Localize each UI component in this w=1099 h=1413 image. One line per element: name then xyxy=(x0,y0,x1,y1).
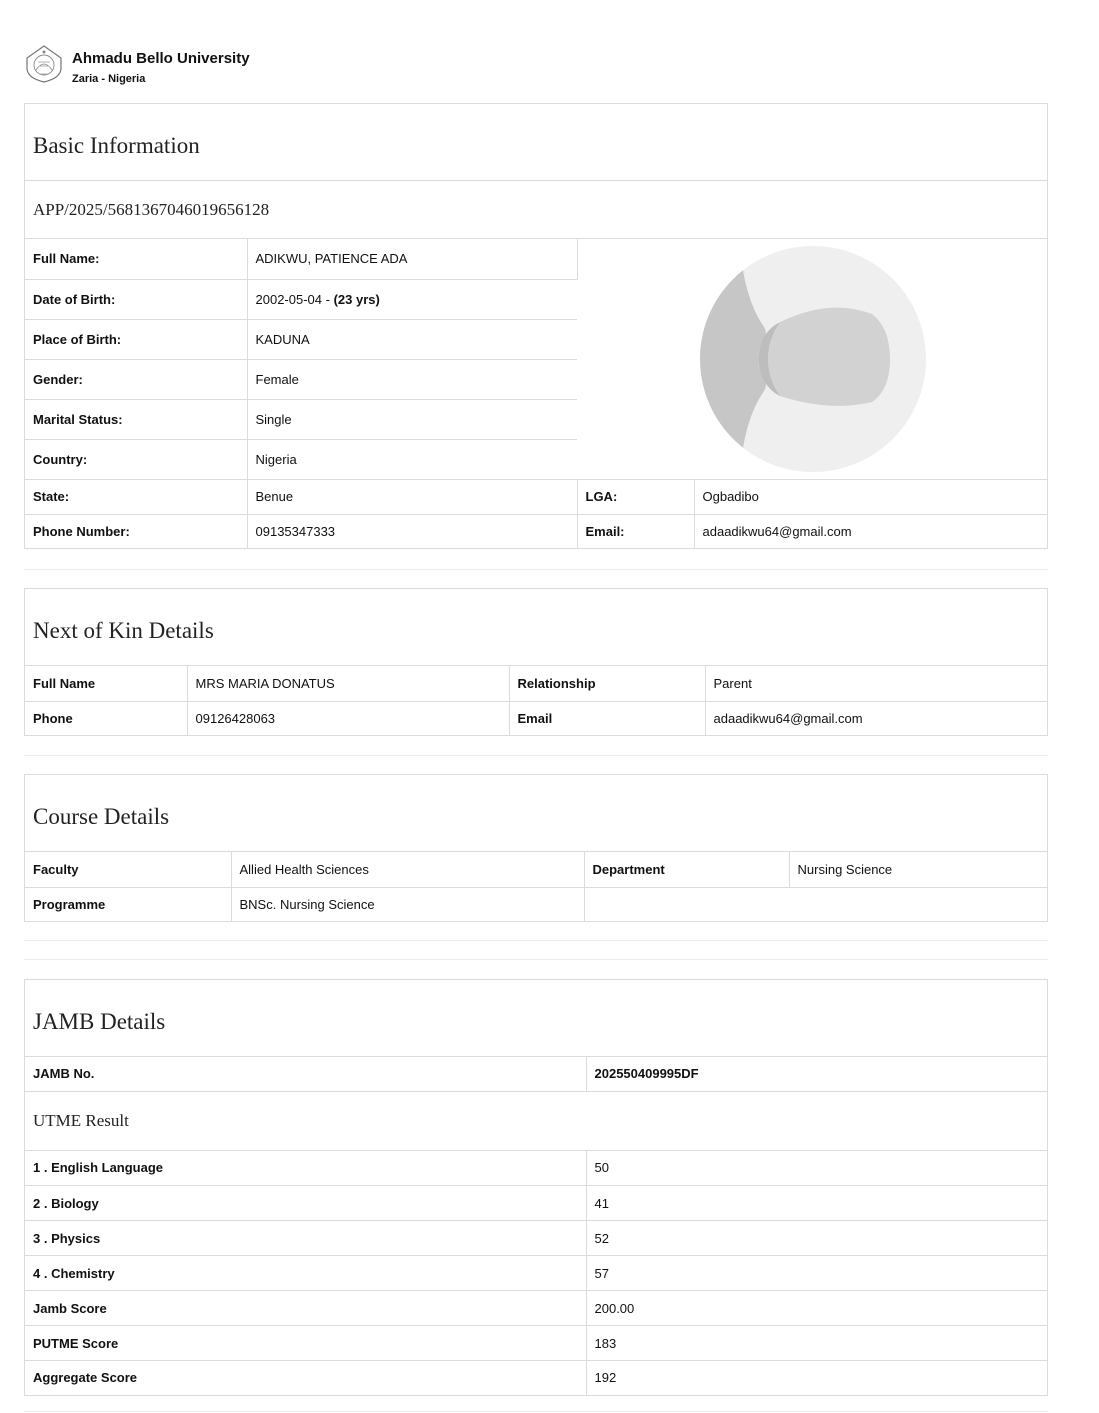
dob-label: Date of Birth: xyxy=(25,279,247,319)
divider xyxy=(24,940,1048,941)
divider xyxy=(24,959,1048,960)
empty-cell xyxy=(584,887,1047,921)
university-name: Ahmadu Bello University xyxy=(72,50,250,67)
email-value: adaadikwu64@gmail.com xyxy=(702,523,852,539)
kin-email-label: Email xyxy=(509,701,705,735)
country-value: Nigeria xyxy=(247,439,577,479)
course-details-table xyxy=(25,852,1047,921)
phone-value: 09135347333 xyxy=(247,514,577,548)
lga-value: Ogbadibo xyxy=(694,479,1047,514)
subject-label: 4 . Chemistry xyxy=(25,1256,586,1291)
university-logo-icon xyxy=(24,44,64,84)
phone-label: Phone Number: xyxy=(25,514,247,548)
course-details-title: Course Details xyxy=(25,775,1047,852)
marital-status-label: Marital Status: xyxy=(25,399,247,439)
course-details-card xyxy=(24,774,1048,922)
subject-label: 2 . Biology xyxy=(25,1186,586,1221)
utme-result-table xyxy=(25,1151,1047,1395)
university-location: Zaria - Nigeria xyxy=(72,73,146,85)
kin-email-value: adaadikwu64@gmail.com xyxy=(713,710,863,726)
department-label: Department xyxy=(584,852,789,887)
aggregate-score-value: 192 xyxy=(594,1370,617,1386)
subject-label: 1 . English Language xyxy=(25,1151,586,1186)
divider xyxy=(24,1411,1048,1412)
full-name-label: Full Name: xyxy=(25,239,247,279)
next-of-kin-title: Next of Kin Details xyxy=(25,589,1047,666)
jamb-details-card xyxy=(24,979,1048,1396)
utme-result-title: UTME Result xyxy=(25,1092,1047,1151)
state-value: Benue xyxy=(247,479,577,514)
aggregate-score-label: Aggregate Score xyxy=(25,1361,586,1395)
basic-information-card xyxy=(24,103,1048,549)
avatar-placeholder-icon xyxy=(700,246,926,472)
subject-score: 50 xyxy=(586,1151,1047,1186)
kin-relationship-label: Relationship xyxy=(509,666,705,701)
programme-value: BNSc. Nursing Science xyxy=(231,887,584,921)
department-value: Nursing Science xyxy=(789,852,1047,887)
dob-value xyxy=(247,279,577,319)
gender-value: Female xyxy=(247,359,577,399)
basic-info-table xyxy=(25,239,1047,548)
next-of-kin-table xyxy=(25,666,1047,735)
state-label: State: xyxy=(25,479,247,514)
age-value: (23 yrs) xyxy=(333,291,380,307)
jamb-score-value: 200.00 xyxy=(586,1291,1047,1326)
jamb-number-table xyxy=(25,1057,1047,1092)
kin-phone-label: Phone xyxy=(25,701,187,735)
next-of-kin-card xyxy=(24,588,1048,736)
lga-label: LGA: xyxy=(577,479,694,514)
jamb-number-label: JAMB No. xyxy=(25,1057,586,1091)
faculty-value: Allied Health Sciences xyxy=(231,852,584,887)
full-name-value: ADIKWU, PATIENCE ADA xyxy=(247,239,577,279)
country-label: Country: xyxy=(25,439,247,479)
pob-label: Place of Birth: xyxy=(25,319,247,359)
email-label: Email: xyxy=(577,514,694,548)
basic-information-title: Basic Information xyxy=(25,104,1047,181)
application-number: APP/2025/5681367046019656128 xyxy=(25,181,1047,239)
subject-label: 3 . Physics xyxy=(25,1221,586,1256)
divider xyxy=(24,755,1048,756)
jamb-score-label: Jamb Score xyxy=(25,1291,586,1326)
kin-phone-value: 09126428063 xyxy=(187,701,509,735)
passport-photo-cell xyxy=(577,239,1047,479)
marital-status-value: Single xyxy=(247,399,577,439)
programme-label: Programme xyxy=(25,887,231,921)
jamb-number-value: 202550409995DF xyxy=(594,1066,699,1082)
pob-value: KADUNA xyxy=(247,319,577,359)
subject-score: 41 xyxy=(586,1186,1047,1221)
page-header xyxy=(24,42,624,90)
kin-name-value: MRS MARIA DONATUS xyxy=(187,666,509,701)
faculty-label: Faculty xyxy=(25,852,231,887)
kin-name-label: Full Name xyxy=(25,666,187,701)
putme-score-value: 183 xyxy=(586,1326,1047,1361)
kin-relationship-value: Parent xyxy=(705,666,1047,701)
subject-score: 57 xyxy=(586,1256,1047,1291)
dob-date: 2002-05-04 - xyxy=(255,291,334,307)
subject-score: 52 xyxy=(586,1221,1047,1256)
gender-label: Gender: xyxy=(25,359,247,399)
jamb-details-title: JAMB Details xyxy=(25,980,1047,1057)
putme-score-label: PUTME Score xyxy=(25,1326,586,1361)
divider xyxy=(24,569,1048,570)
